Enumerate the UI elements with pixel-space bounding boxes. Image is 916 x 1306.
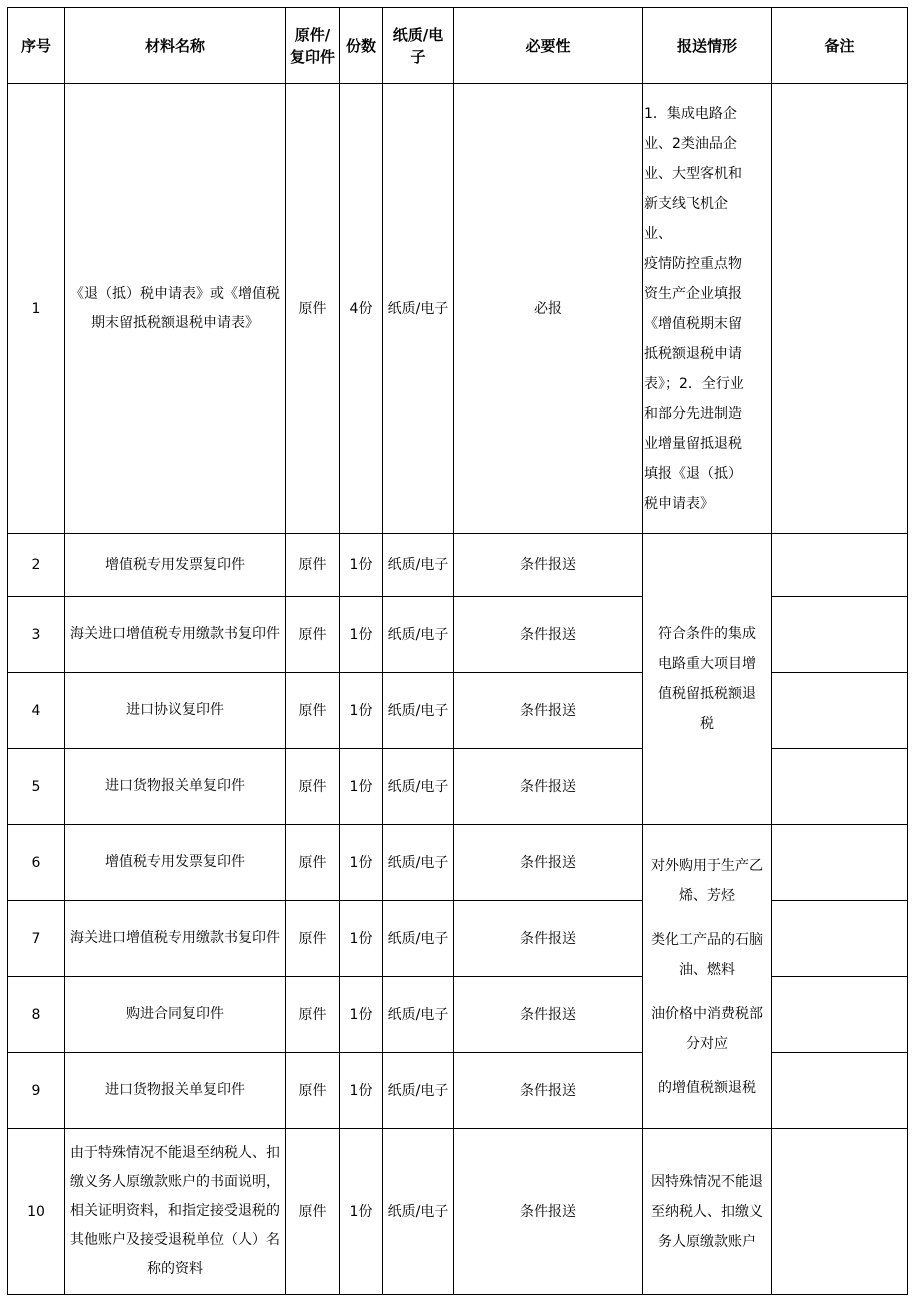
cell-name: 购进合同复印件 (65, 977, 286, 1053)
cell-necessity: 条件报送 (454, 534, 643, 597)
cell-orig: 原件 (286, 825, 340, 901)
cell-orig: 原件 (286, 84, 340, 534)
cell-seq: 3 (8, 597, 65, 673)
header-situation: 报送情形 (643, 8, 772, 84)
cell-name: 海关进口增值税专用缴款书复印件 (65, 901, 286, 977)
cell-name: 《退（抵）税申请表》或《增值税期末留抵税额退税申请表》 (65, 84, 286, 534)
cell-seq: 5 (8, 749, 65, 825)
table-row (8, 1129, 908, 1295)
situation-line: 1．集成电路企 (644, 105, 737, 122)
cell-situation (643, 534, 772, 825)
cell-name: 增值税专用发票复印件 (65, 534, 286, 597)
cell-seq: 10 (8, 1129, 65, 1295)
situation-line: 值税留抵税额退 (658, 686, 756, 702)
situation-line: 税申请表》 (644, 495, 714, 512)
situation-line: 填报《退（抵） (644, 465, 742, 482)
cell-copies: 1份 (340, 597, 383, 673)
situation-line: 资生产企业填报 (644, 285, 742, 302)
situation-line: 对外购用于生产乙 (651, 857, 763, 874)
table-row (8, 597, 908, 673)
situation-line: 抵税额退税申请 (644, 345, 742, 362)
cell-medium: 纸质/电子 (383, 1129, 454, 1295)
header-necessity: 必要性 (454, 8, 643, 84)
cell-seq: 8 (8, 977, 65, 1053)
cell-medium: 纸质/电子 (383, 977, 454, 1053)
cell-copies: 1份 (340, 977, 383, 1053)
cell-orig: 原件 (286, 901, 340, 977)
cell-necessity: 条件报送 (454, 901, 643, 977)
cell-necessity: 条件报送 (454, 673, 643, 749)
cell-medium: 纸质/电子 (383, 673, 454, 749)
situation-line: 业、2类油品企 (644, 135, 737, 152)
table-row (8, 977, 908, 1053)
cell-situation (643, 1129, 772, 1295)
cell-remark (772, 825, 908, 901)
cell-necessity: 条件报送 (454, 1129, 643, 1295)
cell-remark (772, 749, 908, 825)
cell-necessity: 条件报送 (454, 1053, 643, 1129)
cell-remark (772, 1053, 908, 1129)
situation-line: 油、燃料 (679, 961, 735, 978)
cell-necessity: 条件报送 (454, 597, 643, 673)
cell-copies: 1份 (340, 1129, 383, 1295)
cell-name: 由于特殊情况不能退至纳税人、扣缴义务人原缴款账户的书面说明，相关证明资料，和指定接受退税的其他账户及接受退税单位（人）名称的资料 (65, 1129, 286, 1295)
cell-name: 进口货物报关单复印件 (65, 749, 286, 825)
cell-name: 进口货物报关单复印件 (65, 1053, 286, 1129)
cell-seq: 9 (8, 1053, 65, 1129)
header-seq: 序号 (8, 8, 65, 84)
cell-copies: 1份 (340, 534, 383, 597)
table-row (8, 673, 908, 749)
cell-orig: 原件 (286, 534, 340, 597)
cell-orig: 原件 (286, 749, 340, 825)
cell-name: 增值税专用发票复印件 (65, 825, 286, 901)
situation-line: 业、大型客机和 (644, 165, 742, 182)
cell-remark (772, 84, 908, 534)
situation-line: 分对应 (686, 1035, 728, 1052)
cell-medium: 纸质/电子 (383, 825, 454, 901)
situation-line: 电路重大项目增 (658, 656, 756, 672)
situation-line: 业、 (644, 225, 672, 242)
table-row (8, 84, 908, 534)
cell-orig: 原件 (286, 673, 340, 749)
materials-table (7, 7, 908, 1295)
cell-copies: 1份 (340, 901, 383, 977)
cell-copies: 1份 (340, 749, 383, 825)
header-medium: 纸质/电子 (383, 8, 454, 84)
situation-line: 和部分先进制造 (644, 405, 742, 422)
header-remark: 备注 (772, 8, 908, 84)
cell-necessity: 条件报送 (454, 749, 643, 825)
cell-medium: 纸质/电子 (383, 1053, 454, 1129)
cell-remark (772, 1129, 908, 1295)
header-copies: 份数 (340, 8, 383, 84)
cell-orig: 原件 (286, 1129, 340, 1295)
table-row (8, 749, 908, 825)
cell-seq: 1 (8, 84, 65, 534)
cell-remark (772, 534, 908, 597)
situation-line: 至纳税人、扣缴义 (651, 1203, 763, 1220)
cell-remark (772, 901, 908, 977)
situation-line: 新支线飞机企 (644, 195, 728, 212)
situation-line: 《增值税期末留 (644, 315, 742, 332)
header-name: 材料名称 (65, 8, 286, 84)
header-orig: 原件/复印件 (286, 8, 340, 84)
cell-remark (772, 977, 908, 1053)
situation-line: 类化工产品的石脑 (651, 931, 763, 948)
cell-name: 进口协议复印件 (65, 673, 286, 749)
cell-copies: 1份 (340, 673, 383, 749)
cell-copies: 1份 (340, 1053, 383, 1129)
situation-line: 烯、芳烃 (679, 887, 735, 904)
cell-necessity: 必报 (454, 84, 643, 534)
cell-situation (643, 825, 772, 1129)
situation-line: 因特殊情况不能退 (651, 1173, 763, 1190)
cell-orig: 原件 (286, 597, 340, 673)
cell-necessity: 条件报送 (454, 825, 643, 901)
header-row (8, 8, 908, 84)
cell-copies: 1份 (340, 825, 383, 901)
cell-seq: 2 (8, 534, 65, 597)
situation-line: 业增量留抵退税 (644, 435, 742, 452)
cell-seq: 6 (8, 825, 65, 901)
table-row (8, 1053, 908, 1129)
cell-medium: 纸质/电子 (383, 534, 454, 597)
table-row (8, 825, 908, 901)
cell-medium: 纸质/电子 (383, 597, 454, 673)
situation-line: 油价格中消费税部 (651, 1005, 763, 1022)
situation-line: 符合条件的集成 (658, 626, 756, 642)
cell-medium: 纸质/电子 (383, 84, 454, 534)
cell-remark (772, 673, 908, 749)
cell-situation (643, 84, 772, 534)
situation-line: 的增值税额退税 (658, 1079, 756, 1096)
cell-copies: 4份 (340, 84, 383, 534)
situation-line: 表》；2．全行业 (644, 375, 744, 392)
cell-necessity: 条件报送 (454, 977, 643, 1053)
situation-line: 疫情防控重点物 (644, 255, 742, 272)
cell-seq: 4 (8, 673, 65, 749)
cell-orig: 原件 (286, 977, 340, 1053)
cell-medium: 纸质/电子 (383, 901, 454, 977)
cell-medium: 纸质/电子 (383, 749, 454, 825)
table-row (8, 534, 908, 597)
cell-orig: 原件 (286, 1053, 340, 1129)
cell-remark (772, 597, 908, 673)
situation-line: 务人原缴款账户 (658, 1233, 756, 1250)
cell-name: 海关进口增值税专用缴款书复印件 (65, 597, 286, 673)
cell-seq: 7 (8, 901, 65, 977)
situation-line: 税 (700, 716, 714, 732)
table-row (8, 901, 908, 977)
